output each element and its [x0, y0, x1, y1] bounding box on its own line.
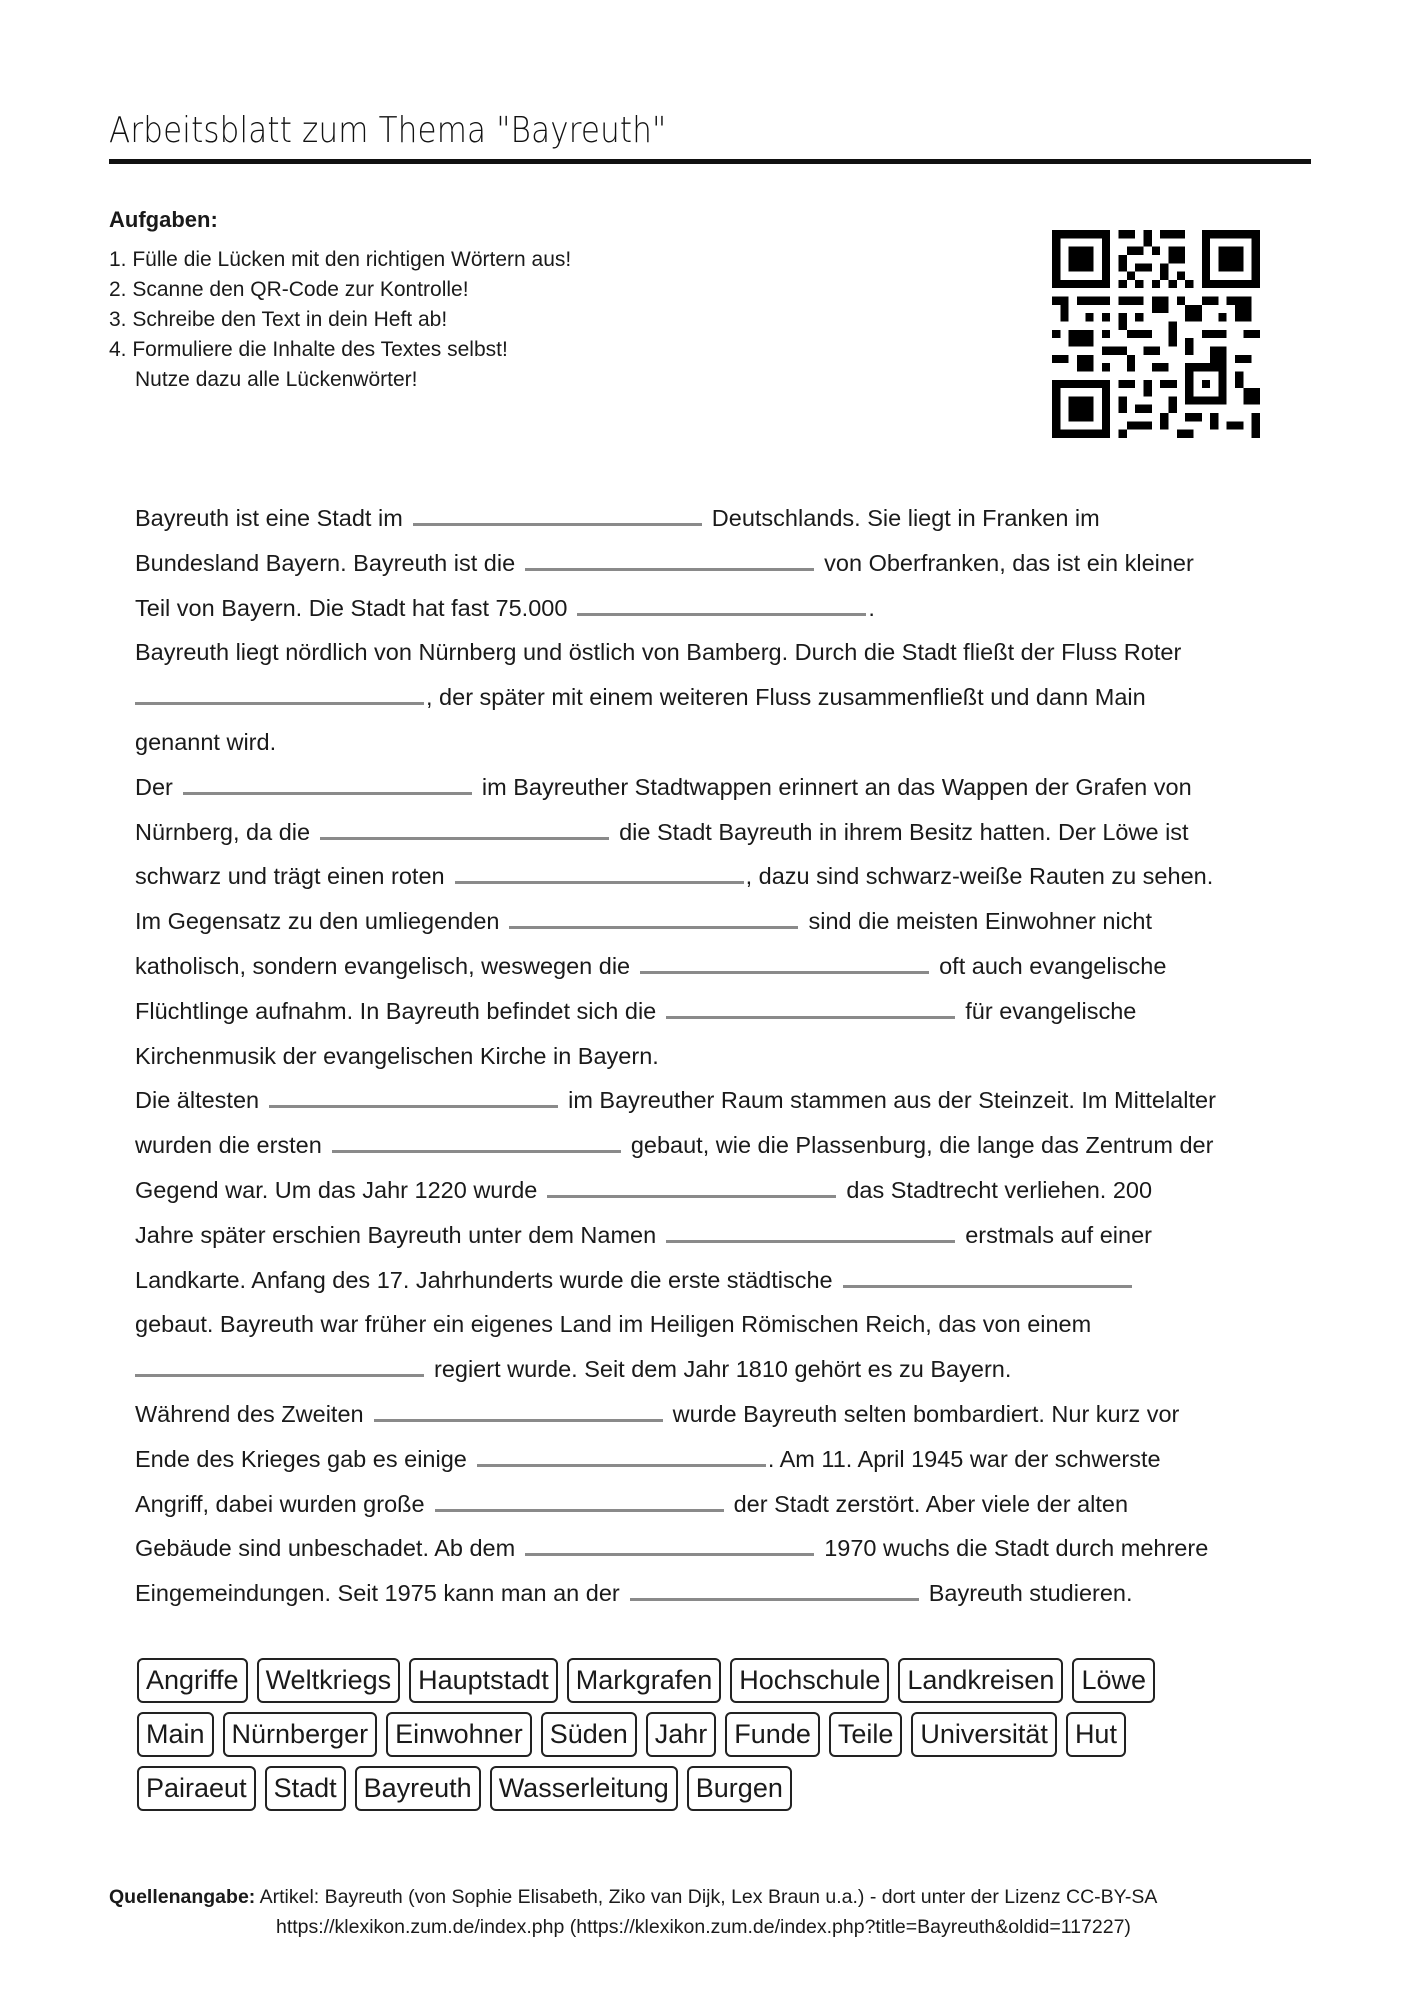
word-chip[interactable]: Löwe [1072, 1658, 1155, 1703]
word-bank-row [137, 1658, 1237, 1703]
text-line: Im Gegensatz zu den umliegenden sind die meisten Einwohner nicht [135, 901, 1315, 946]
qr-code-icon [1052, 230, 1260, 438]
word-chip[interactable]: Funde [725, 1712, 820, 1757]
word-chip[interactable]: Hauptstadt [409, 1658, 558, 1703]
text-line: Flüchtlinge aufnahm. In Bayreuth befindet sich die für evangelische [135, 991, 1315, 1036]
word-chip[interactable]: Hut [1066, 1712, 1126, 1757]
blank-field[interactable] [320, 815, 609, 840]
word-chip[interactable]: Süden [541, 1712, 637, 1757]
blank-field[interactable] [135, 680, 424, 705]
text-line: , der später mit einem weiteren Fluss zusammenfließt und dann Main [135, 677, 1315, 722]
text-line: gebaut. Bayreuth war früher ein eigenes Land im Heiligen Römischen Reich, das von einem [135, 1311, 1092, 1338]
word-bank-row [137, 1766, 1237, 1811]
word-chip[interactable]: Landkreisen [898, 1658, 1063, 1703]
blank-field[interactable] [843, 1263, 1132, 1288]
title-divider [109, 159, 1311, 164]
text-line: regiert wurde. Seit dem Jahr 1810 gehört es zu Bayern. [135, 1349, 1315, 1394]
text-line: Ende des Krieges gab es einige . Am 11. April 1945 war der schwerste [135, 1439, 1315, 1484]
word-chip[interactable]: Nürnberger [223, 1712, 378, 1757]
source-label: Quellenangabe: [109, 1886, 256, 1908]
blank-field[interactable] [666, 1218, 955, 1243]
text-line: Eingemeindungen. Seit 1975 kann man an der Bayreuth studieren. [135, 1573, 1315, 1618]
text-line: Nürnberg, da die die Stadt Bayreuth in ihrem Besitz hatten. Der Löwe ist [135, 812, 1315, 857]
text-line: Kirchenmusik der evangelischen Kirche in Bayern. [135, 1042, 659, 1069]
blank-field[interactable] [183, 770, 472, 795]
word-chip[interactable]: Markgrafen [567, 1658, 722, 1703]
task-item-continuation: Nutze dazu alle Lückenwörter! [135, 368, 418, 391]
word-chip[interactable]: Weltkriegs [257, 1658, 401, 1703]
blank-field[interactable] [332, 1128, 621, 1153]
tasks-list [109, 245, 571, 395]
word-chip[interactable]: Pairaeut [137, 1766, 256, 1811]
source-text: Artikel: Bayreuth (von Sophie Elisabeth, Ziko van Dijk, Lex Braun u.a.) - dort unter der Lizenz CC-BY-SA [255, 1886, 1158, 1908]
word-bank-row [137, 1712, 1237, 1757]
task-item: 2. Scanne den QR-Code zur Kontrolle! [109, 278, 469, 301]
text-line: Bayreuth ist eine Stadt im Deutschlands. Sie liegt in Franken im [135, 498, 1315, 543]
blank-field[interactable] [455, 859, 744, 884]
text-line: Gebäude sind unbeschadet. Ab dem 1970 wuchs die Stadt durch mehrere [135, 1528, 1315, 1573]
blank-field[interactable] [135, 1352, 424, 1377]
word-chip[interactable]: Burgen [687, 1766, 792, 1811]
text-line: wurden die ersten gebaut, wie die Plassenburg, die lange das Zentrum der [135, 1125, 1315, 1170]
word-chip[interactable]: Bayreuth [355, 1766, 481, 1811]
word-chip[interactable]: Universität [911, 1712, 1057, 1757]
blank-field[interactable] [630, 1576, 919, 1601]
text-line: Der im Bayreuther Stadtwappen erinnert an das Wappen der Grafen von [135, 767, 1315, 812]
word-bank [137, 1658, 1237, 1820]
text-line: Landkarte. Anfang des 17. Jahrhunderts wurde die erste städtische [135, 1260, 1315, 1305]
text-line: genannt wird. [135, 728, 277, 755]
blank-field[interactable] [435, 1487, 724, 1512]
task-item: 1. Fülle die Lücken mit den richtigen Wörtern aus! [109, 248, 572, 271]
cloze-text [135, 498, 1315, 1618]
word-chip[interactable]: Hochschule [730, 1658, 889, 1703]
blank-field[interactable] [269, 1083, 558, 1108]
text-line: Bayreuth liegt nördlich von Nürnberg und östlich von Bamberg. Durch die Stadt fließt der Fluss Roter [135, 639, 1182, 666]
task-item: 3. Schreibe den Text in dein Heft ab! [109, 308, 448, 331]
text-line: Gegend war. Um das Jahr 1220 wurde das Stadtrecht verliehen. 200 [135, 1170, 1315, 1215]
blank-field[interactable] [577, 591, 866, 616]
text-line: schwarz und trägt einen roten , dazu sind schwarz-weiße Rauten zu sehen. [135, 856, 1315, 901]
page-title: Arbeitsblatt zum Thema "Bayreuth" [109, 110, 667, 151]
word-chip[interactable]: Stadt [265, 1766, 346, 1811]
blank-field[interactable] [640, 949, 929, 974]
blank-field[interactable] [477, 1442, 766, 1467]
blank-field[interactable] [666, 994, 955, 1019]
word-chip[interactable]: Einwohner [386, 1712, 532, 1757]
text-line: Während des Zweiten wurde Bayreuth selten bombardiert. Nur kurz vor [135, 1394, 1315, 1439]
text-line: Die ältesten im Bayreuther Raum stammen aus der Steinzeit. Im Mittelalter [135, 1080, 1315, 1125]
text-line: Teil von Bayern. Die Stadt hat fast 75.000 . [135, 588, 1315, 633]
word-chip[interactable]: Wasserleitung [490, 1766, 678, 1811]
task-item: 4. Formuliere die Inhalte des Textes selbst! [109, 338, 508, 361]
text-line: katholisch, sondern evangelisch, weswegen die oft auch evangelische [135, 946, 1315, 991]
blank-field[interactable] [547, 1173, 836, 1198]
word-chip[interactable]: Angriffe [137, 1658, 248, 1703]
blank-field[interactable] [413, 501, 702, 526]
word-chip[interactable]: Main [137, 1712, 214, 1757]
text-line: Bundesland Bayern. Bayreuth ist die von Oberfranken, das ist ein kleiner [135, 543, 1315, 588]
tasks-heading: Aufgaben: [109, 207, 218, 232]
blank-field[interactable] [374, 1397, 663, 1422]
text-line: Jahre später erschien Bayreuth unter dem Namen erstmals auf einer [135, 1215, 1315, 1260]
word-chip[interactable]: Teile [829, 1712, 903, 1757]
blank-field[interactable] [525, 1531, 814, 1556]
blank-field[interactable] [509, 904, 798, 929]
source-attribution [109, 1882, 1329, 1942]
blank-field[interactable] [525, 546, 814, 571]
source-url: https://klexikon.zum.de/index.php (https://klexikon.zum.de/index.php?title=Bayreuth&oldid=117227) [276, 1916, 1131, 1938]
text-line: Angriff, dabei wurden große der Stadt zerstört. Aber viele der alten [135, 1484, 1315, 1529]
word-chip[interactable]: Jahr [646, 1712, 717, 1757]
